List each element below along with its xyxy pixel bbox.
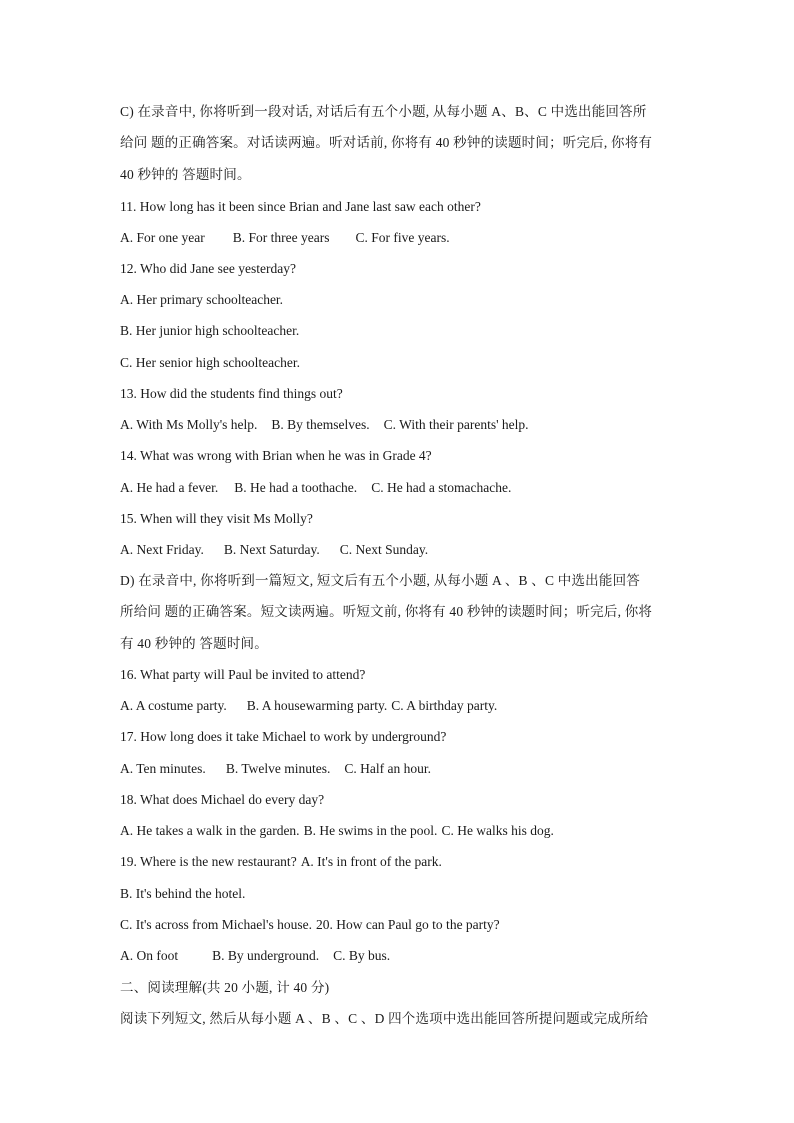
question-14: 14. What was wrong with Brian when he was in Grade 4? bbox=[120, 448, 432, 463]
option-a: A. For one year bbox=[120, 230, 205, 245]
question-12-option-b: B. Her junior high schoolteacher. bbox=[120, 323, 300, 338]
question-12: 12. Who did Jane see yesterday? bbox=[120, 261, 296, 276]
section-d-instructions-line-1: D) 在录音中, 你将听到一篇短文, 短文后有五个小题, 从每小题 A 、B 、C 中选出能回答 bbox=[120, 573, 640, 588]
option-b: B. He had a toothache. bbox=[234, 480, 358, 495]
question-20-text: 20. How can Paul go to the party? bbox=[315, 917, 500, 932]
section-2-instructions: 阅读下列短文, 然后从每小题 A 、B 、C 、D 四个选项中选出能回答所提问题或完成所给 bbox=[120, 1011, 649, 1026]
option-c: C. Half an hour. bbox=[344, 761, 431, 776]
option-c: C. With their parents' help. bbox=[383, 417, 529, 432]
question-20-options bbox=[120, 947, 390, 965]
option-c: C. Next Sunday. bbox=[339, 542, 429, 557]
question-19-option-c-and-question-20 bbox=[120, 916, 500, 934]
question-11: 11. How long has it been since Brian and Jane last saw each other? bbox=[120, 199, 481, 214]
question-12-option-c: C. Her senior high schoolteacher. bbox=[120, 355, 300, 370]
option-b: B. Twelve minutes. bbox=[225, 761, 331, 776]
option-a: A. With Ms Molly's help. bbox=[120, 417, 258, 432]
question-19-option-b: B. It's behind the hotel. bbox=[120, 886, 246, 901]
option-b: B. By underground. bbox=[212, 948, 320, 963]
question-19-text: 19. Where is the new restaurant? bbox=[120, 854, 297, 869]
option-a: A. He had a fever. bbox=[120, 480, 219, 495]
option-a: A. Ten minutes. bbox=[120, 761, 206, 776]
option-b: B. For three years bbox=[232, 230, 330, 245]
question-15: 15. When will they visit Ms Molly? bbox=[120, 511, 313, 526]
option-a: A. He takes a walk in the garden. bbox=[120, 823, 300, 838]
question-17-options bbox=[120, 760, 431, 778]
option-c: C. For five years. bbox=[355, 230, 450, 245]
option-b: B. Next Saturday. bbox=[223, 542, 320, 557]
question-14-options bbox=[120, 479, 511, 497]
question-12-option-a: A. Her primary schoolteacher. bbox=[120, 292, 284, 307]
question-16: 16. What party will Paul be invited to attend? bbox=[120, 667, 366, 682]
option-c: C. He walks his dog. bbox=[441, 823, 554, 838]
option-c: C. He had a stomachache. bbox=[371, 480, 512, 495]
question-19 bbox=[120, 853, 442, 871]
option-b: B. He swims in the pool. bbox=[303, 823, 438, 838]
option-c: C. It's across from Michael's house. bbox=[120, 917, 312, 932]
question-18: 18. What does Michael do every day? bbox=[120, 792, 325, 807]
option-a: A. On foot bbox=[120, 948, 179, 963]
section-2-heading: 二、阅读理解(共 20 小题, 计 40 分) bbox=[120, 980, 330, 995]
section-c-instructions-line-3: 40 秒钟的 答题时间。 bbox=[120, 167, 251, 182]
option-a: A. It's in front of the park. bbox=[300, 854, 442, 869]
option-a: A. Next Friday. bbox=[120, 542, 204, 557]
question-15-options bbox=[120, 541, 428, 559]
question-11-options bbox=[120, 229, 450, 247]
option-a: A. A costume party. bbox=[120, 698, 227, 713]
question-17: 17. How long does it take Michael to work by underground? bbox=[120, 729, 447, 744]
section-d-instructions-line-3: 有 40 秒钟的 答题时间。 bbox=[120, 636, 268, 651]
option-b: B. By themselves. bbox=[271, 417, 370, 432]
question-18-options bbox=[120, 822, 554, 840]
question-16-options bbox=[120, 697, 497, 715]
section-d-instructions-line-2: 所给问 题的正确答案。短文读两遍。听短文前, 你将有 40 秒钟的读题时间；听完后, 你将 bbox=[120, 604, 653, 619]
question-13-options bbox=[120, 416, 529, 434]
question-13: 13. How did the students find things out? bbox=[120, 386, 343, 401]
section-c-instructions-line-1: C) 在录音中, 你将听到一段对话, 对话后有五个小题, 从每小题 A、B、C 中选出能回答所 bbox=[120, 104, 647, 119]
option-c: C. By bus. bbox=[333, 948, 391, 963]
option-b: B. A housewarming party. bbox=[246, 698, 388, 713]
section-c-instructions-line-2: 给问 题的正确答案。对话读两遍。听对话前, 你将有 40 秒钟的读题时间；听完后, 你将有 bbox=[120, 135, 653, 150]
option-c: C. A birthday party. bbox=[391, 698, 498, 713]
